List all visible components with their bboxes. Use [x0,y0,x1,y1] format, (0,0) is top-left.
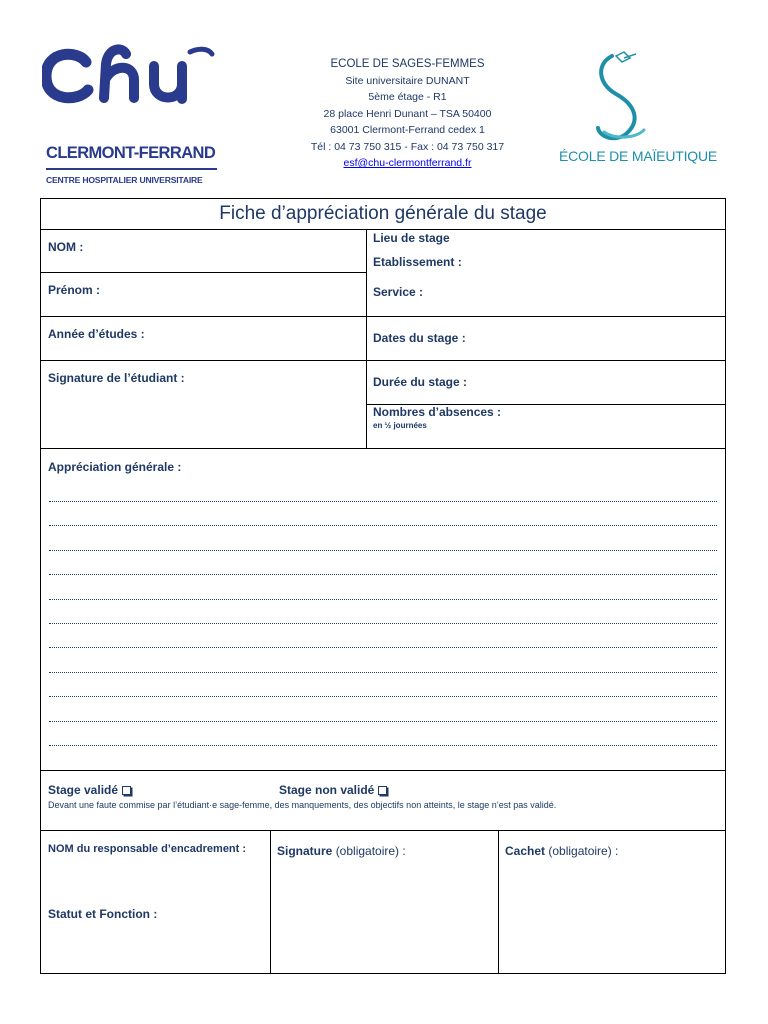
maieutique-name: ÉCOLE DE MAÏEUTIQUE [559,148,718,164]
stage-non-valide-option[interactable] [279,783,387,797]
service-label: Service : [373,285,424,299]
appreciation-line[interactable] [49,599,717,600]
etablissement-label: Etablissement : [373,255,462,269]
appreciation-line[interactable] [49,721,717,722]
school-email-link[interactable]: esf@chu-clermontferrand.fr [343,157,472,169]
form-title: Fiche d’appréciation générale du stage [219,203,547,224]
section-divider-appreciation [41,448,725,449]
prenom-label: Prénom : [48,283,101,297]
appreciation-line[interactable] [49,501,717,502]
column-divider-footer-1 [270,830,271,973]
ecole-maieutique-logo [555,50,718,170]
absences-label: Nombres d’absences : [373,405,502,419]
school-site: Site universitaire DUNANT [345,74,470,87]
row-divider-nom [41,272,366,273]
chu-wordmark-icon [42,44,222,104]
column-divider-footer-2 [498,830,499,973]
stage-non-valide-label: Stage non validé [279,783,375,797]
chu-clermont-ferrand-logo [42,44,227,194]
section-divider-validation [41,770,725,771]
appreciation-line[interactable] [49,647,717,648]
section-divider-footer [41,830,725,831]
lieu-label: Lieu de stage [373,231,450,245]
chu-subtitle: CENTRE HOSPITALIER UNIVERSITAIRE [46,175,203,185]
stage-valide-option[interactable] [48,783,131,797]
annee-label: Année d’études : [48,327,145,341]
row-divider-2 [41,316,725,317]
school-address-block [270,56,545,172]
appreciation-line[interactable] [49,525,717,526]
cachet-note: (obligatoire) : [548,844,619,858]
appreciation-line[interactable] [49,672,717,673]
appreciation-line[interactable] [49,574,717,575]
validation-note: Devant une faute commise par l’étudiant·e sage-femme, des manquements, des objectifs non atteints, le stage n’est pas validé. [48,800,557,810]
appreciation-form [40,198,726,974]
appreciation-line[interactable] [49,745,717,746]
maieutique-emblem-icon [590,50,660,142]
cachet-title: Cachet [505,844,546,858]
school-name: ECOLE DE SAGES-FEMMES [330,58,485,70]
appreciation-line[interactable] [49,696,717,697]
school-city: 63001 Clermont-Ferrand cedex 1 [330,124,485,136]
school-street: 28 place Henri Dunant – TSA 50400 [323,107,492,120]
responsable-label: NOM du responsable d’encadrement : [48,843,247,855]
stage-valide-label: Stage validé [48,783,119,797]
signature-note: (obligatoire) : [335,844,406,858]
title-divider [41,229,725,230]
column-divider-top [366,229,367,448]
chu-city-name: CLERMONT-FERRAND [46,144,216,162]
signature-etudiant-label: Signature de l’étudiant : [48,371,185,385]
school-phone: Tél : 04 73 750 315 - Fax : 04 73 750 317 [310,140,505,153]
school-floor: 5ème étage - R1 [368,91,447,103]
appreciation-line[interactable] [49,550,717,551]
stage-valide-checkbox[interactable] [122,786,131,795]
appreciation-label: Appréciation générale : [48,460,182,474]
appreciation-line[interactable] [49,623,717,624]
nom-label: NOM : [48,240,84,254]
duree-label: Durée du stage : [373,375,468,389]
signature-label [277,844,406,858]
dates-label: Dates du stage : [373,331,466,345]
statut-label: Statut et Fonction : [48,907,158,921]
absences-note: en ½ journées [373,421,427,430]
row-divider-3 [41,360,725,361]
signature-title: Signature [277,844,333,858]
stage-non-valide-checkbox[interactable] [378,786,387,795]
cachet-label [505,844,618,858]
chu-logo-rule [46,168,217,170]
